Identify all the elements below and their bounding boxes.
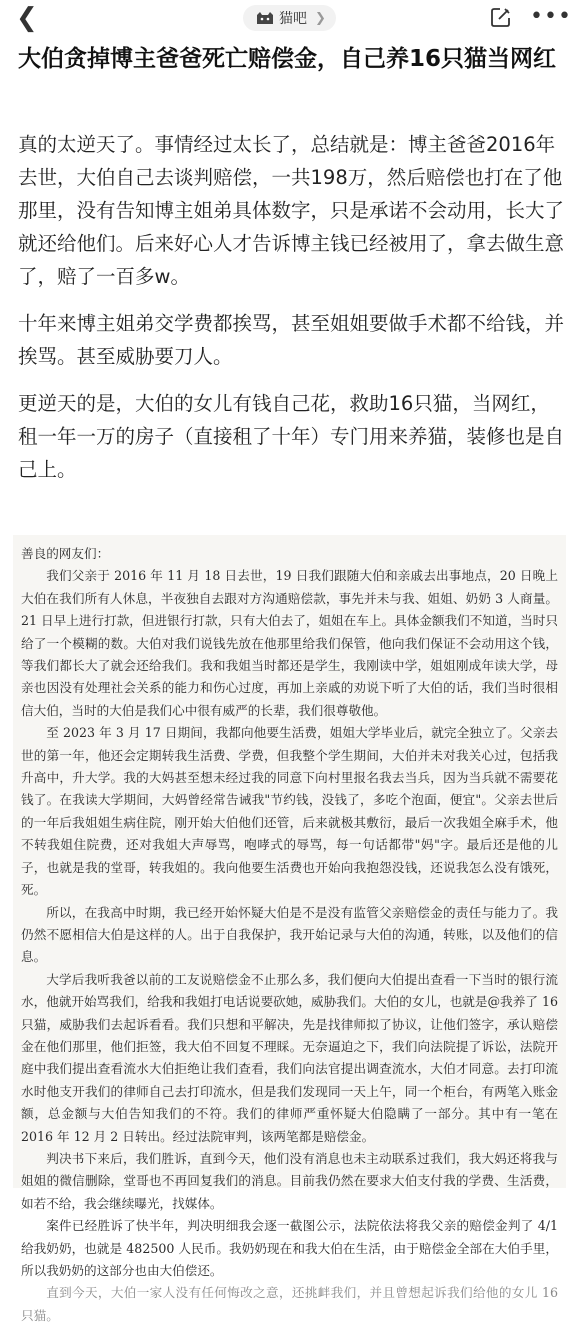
forum-name: 猫吧	[279, 11, 307, 27]
edit-icon[interactable]	[490, 6, 512, 28]
post-paragraph: 十年来博主姐弟交学费都挨骂，甚至姐姐要做手术都不给钱，并挨骂。甚至威胁要刀人。	[18, 312, 565, 368]
post-paragraph: 更逆天的是，大伯的女儿有钱自己花，救助16只猫，当网红，租一年一万的房子（直接租了十年）专门用来养猫，装修也是自己上。	[18, 392, 565, 481]
document-paragraph: 我们父亲于 2016 年 11 月 18 日去世，19 日我们跟随大伯和亲戚去出事地点，20 日晚上大伯在我们所有人休息，半夜独自去跟对方沟通赔偿款，事先并未与我、姐姐、奶奶 3 人商量。21 日早上进行打款，但进银行打款，只有大伯去了，姐姐在车上。具体金额我们不知道，当时只给了一个模糊的数。大伯对我们说钱先放在他那里给我们保管，他向我们保证不会动用这个钱，等我们都长大了就会还给我们。我和我姐当时都还是学生，我刚读中学，姐姐刚成年读大学，母亲也因没有处理社会关系的能力和伤心过度，再加上亲戚的劝说下听了大伯的话，我们当时很相信大伯，当时的大伯是我们心中很有威严的长辈，我们很尊敬他。	[21, 568, 558, 718]
chevron-right-icon: ❯	[315, 10, 326, 26]
top-navigation-bar	[0, 0, 580, 38]
forum-entry-button[interactable]	[243, 5, 336, 31]
document-paragraph: 判决书下来后，我们胜诉，直到今天，他们没有消息也未主动联系过我们，我大妈还将我与姐姐的微信删除，堂哥也不再回复我们的消息。目前我仍然在要求大伯支付我的学费、生活费，如若不给，我会继续曝光，找媒体。	[21, 1150, 558, 1211]
more-dots-icon[interactable]: •••	[530, 4, 572, 29]
post-body	[18, 128, 566, 500]
document-paragraph: 案件已经胜诉了快半年，判决明细我会逐一截图公示，法院依法将我父亲的赔偿金判了 4/1 给我奶奶，也就是 482500 人民币。我奶奶现在和我大伯在生活，由于赔偿金全部在大伯手里，所以我奶奶的这部分也由大伯偿还。	[21, 1218, 558, 1278]
document-paragraph-partial: 直到今天，大伯一家人没有任何悔改之意，还挑衅我们，并且曾想起诉我们给他的女儿 16 只猫。	[21, 1285, 558, 1323]
statement-document-image[interactable]	[13, 535, 566, 1323]
document-paragraph: 所以，在我高中时期，我已经开始怀疑大伯是不是没有监管父亲赔偿金的责任与能力了。我仍然不愿相信大伯是这样的人。出于自我保护，我开始记录与大伯的沟通，转账，以及他们的信息。	[21, 904, 558, 965]
document-paragraph: 至 2023 年 3 月 17 日期间，我都向他要生活费，姐姐大学毕业后，就完全独立了。父亲去世的第一年，他还会定期转我生活费、学费，但我整个学生期间，大伯并未对我关心过，包括我升高中，升大学。我的大妈甚至想未经过我的同意下向村里报名我去当兵，因为当兵就不需要花钱了。在我读大学期间，大妈曾经常告诫我"节约钱，没钱了，多吃个泡面，便宜"。父亲去世后的一年后我姐姐生病住院，刚开始大伯他们还管，后来就极其敷衍，最后一次我姐全麻手术，他不转我姐住院费，还对我姐大声辱骂，咆哮式的辱骂，每一句话都带"妈"字。最后还是他的儿子，也就是我的堂哥，转我姐的。我向他要生活费也开始向我抱怨没钱，还说我怎么没有饿死，死。	[21, 725, 558, 898]
document-greeting: 善良的网友们：	[21, 546, 110, 561]
post-title: 大伯贪掉博主爸爸死亡赔偿金，自己养16只猫当网红	[18, 46, 557, 72]
chevron-left-icon[interactable]: ❮	[16, 3, 38, 33]
post-paragraph: 真的太逆天了。事情经过太长了，总结就是：博主爸爸2016年去世，大伯自己去谈判赔偿，一共198万，然后赔偿也打在了他那里，没有告知博主姐弟具体数字，只是承诺不会动用，长大了就还给他们。后来好心人才告诉博主钱已经被用了，拿去做生意了，赔了一百多w。	[18, 133, 565, 288]
document-paragraph: 大学后我听我爸以前的工友说赔偿金不止那么多，我们便向大伯提出查看一下当时的银行流水，他就开始骂我们，给我和我姐打电话说要砍她，威胁我们。大伯的女儿，也就是@我养了 16 只猫，威胁我们去起诉看看。我们只想和平解决，先是找律师拟了协议，让他们签字，承认赔偿金在他们那里，他们拒签，我大伯不回复不理睬。无奈逼迫之下，我们向法院提了诉讼，法院开庭中我们提出查看流水大伯拒绝让我们查看，我们向法官提出调查流水，大伯才同意。去打印流水时他支开我们的律师自己去打印流水，但是我们发现同一天上午，同一个柜台，有两笔入账金额，总金额与大伯告知我们的不符。我们的律师严重怀疑大伯隐瞒了一部分。其中有一笔在 2016 年 12 月 2 日转出。经过法院审判，该两笔都是赔偿金。	[21, 971, 558, 1144]
cat-icon	[255, 10, 275, 26]
